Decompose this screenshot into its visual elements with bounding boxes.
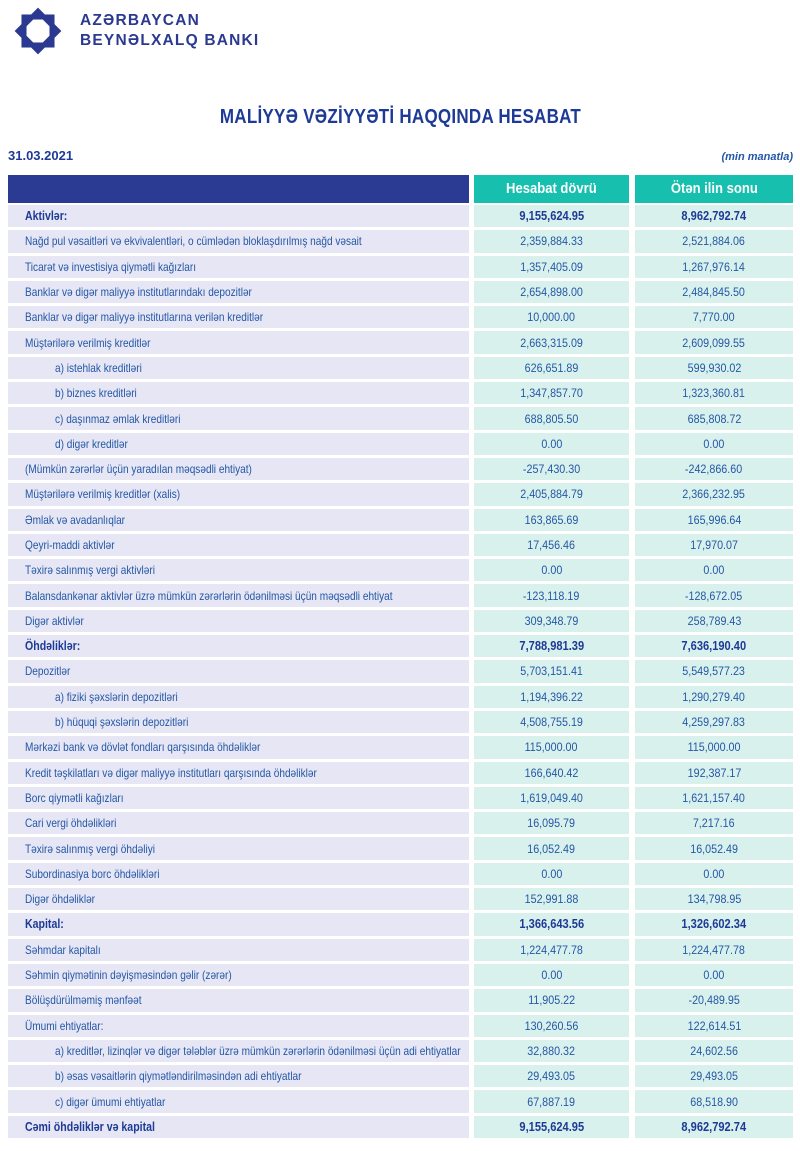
row-label: Digər aktivlər: [25, 613, 84, 628]
row-label-cell: [8, 964, 469, 986]
row-value-current-cell: [474, 989, 629, 1011]
row-value-previous: 16,052.49: [690, 841, 738, 856]
row-value-previous-cell: [635, 534, 793, 556]
row-value-current-cell: [474, 382, 629, 404]
row-value-current-cell: [474, 762, 629, 784]
row-label-cell: [8, 1065, 469, 1087]
row-value-current-cell: [474, 1090, 629, 1112]
table-row: [8, 483, 793, 505]
table-row: [8, 736, 793, 758]
row-value-current-cell: [474, 509, 629, 531]
row-value-current-cell: [474, 1015, 629, 1037]
row-label-cell: [8, 331, 469, 353]
row-label-cell: [8, 256, 469, 278]
row-label: Borc qiymətli kağızları: [25, 790, 124, 805]
row-value-current-cell: [474, 837, 629, 859]
row-label: Qeyri-maddi aktivlər: [25, 538, 115, 552]
row-value-current: 0.00: [541, 436, 562, 451]
row-label-cell: [8, 686, 469, 708]
row-value-previous: 258,789.43: [687, 613, 741, 628]
row-label-cell: [8, 458, 469, 480]
row-label: Cəmi öhdəliklər və kapital: [25, 1119, 155, 1134]
row-value-current-cell: [474, 357, 629, 379]
bank-name: [80, 11, 259, 51]
row-value-previous-cell: [635, 559, 793, 581]
row-label-cell: [8, 306, 469, 328]
bank-logo-icon: [10, 3, 66, 59]
row-label-cell: [8, 610, 469, 632]
row-label: Əmlak və avadanlıqlar: [25, 512, 126, 527]
row-value-previous-cell: [635, 913, 793, 935]
row-value-previous-cell: [635, 863, 793, 885]
table-row: [8, 357, 793, 379]
row-value-previous-cell: [635, 1090, 793, 1112]
table-row: [8, 787, 793, 809]
row-label-cell: [8, 913, 469, 935]
row-value-previous-cell: [635, 989, 793, 1011]
row-label: Nağd pul vəsaitləri və ekvivalentləri, o cümlədən bloklaşdırılmış nağd vəsait: [25, 234, 362, 249]
row-value-previous-cell: [635, 660, 793, 682]
row-value-previous-cell: [635, 837, 793, 859]
row-value-current: 309,348.79: [524, 613, 579, 628]
table-body: [8, 205, 793, 1138]
row-label: b) əsas vəsaitlərin qiymətləndirilməsindən adi ehtiyatlar: [55, 1069, 302, 1084]
row-value-previous-cell: [635, 483, 793, 505]
row-value-current: 626,651.89: [524, 360, 579, 375]
row-value-previous-cell: [635, 787, 793, 809]
row-value-previous-cell: [635, 331, 793, 353]
row-value-previous: 2,521,884.06: [682, 234, 746, 249]
row-label: Təxirə salınmış vergi öhdəliyi: [25, 841, 155, 856]
table-row: [8, 837, 793, 859]
row-value-previous-cell: [635, 509, 793, 531]
table-row: [8, 812, 793, 834]
row-label-cell: [8, 1015, 469, 1037]
row-label: Cari vergi öhdəlikləri: [25, 816, 117, 831]
row-value-current-cell: [474, 584, 629, 606]
row-value-current-cell: [474, 534, 629, 556]
row-label: Digər öhdəliklər: [25, 892, 96, 907]
row-value-current: 1,619,049.40: [520, 790, 583, 805]
row-label-cell: [8, 483, 469, 505]
row-label: a) istehlak kreditləri: [55, 360, 142, 375]
row-label: Mərkəzi bank və dövlət fondları qarşısında öhdəliklər: [25, 740, 261, 755]
table-row: [8, 863, 793, 885]
row-value-current-cell: [474, 331, 629, 353]
row-value-previous-cell: [635, 762, 793, 784]
row-value-current-cell: [474, 559, 629, 581]
table-row: [8, 711, 793, 733]
row-value-previous-cell: [635, 382, 793, 404]
row-value-current: 67,887.19: [527, 1094, 576, 1109]
row-label: a) kreditlər, lizinqlər və digər tələblər üzrə mümkün zərərlərin ödənilməsi üçün adi ehtiyatlar: [55, 1043, 461, 1058]
report-meta: [8, 148, 793, 163]
row-value-current-cell: [474, 306, 629, 328]
row-value-current-cell: [474, 1116, 629, 1138]
row-value-previous: 122,614.51: [687, 1018, 741, 1033]
row-value-previous-cell: [635, 230, 793, 252]
row-value-current-cell: [474, 913, 629, 935]
row-value-current-cell: [474, 458, 629, 480]
row-value-current: 166,640.42: [524, 765, 579, 780]
row-label: b) biznes kreditləri: [55, 386, 137, 401]
row-value-current: 10,000.00: [527, 310, 576, 325]
row-value-previous-cell: [635, 635, 793, 657]
row-value-previous: 7,770.00: [693, 310, 735, 325]
row-value-previous: 17,970.07: [690, 538, 738, 552]
table-row: [8, 939, 793, 961]
row-value-current: 163,865.69: [524, 512, 579, 527]
row-value-current: 2,654,898.00: [520, 285, 583, 300]
table-row: [8, 230, 793, 252]
row-value-current-cell: [474, 888, 629, 910]
row-value-current-cell: [474, 812, 629, 834]
row-value-current-cell: [474, 433, 629, 455]
row-label: Balansdankənar aktivlər üzrə mümkün zərərlərin ödənilməsi üçün məqsədli ehtiyat: [25, 588, 393, 603]
unit-note: (min manatla): [721, 151, 793, 163]
row-label-cell: [8, 433, 469, 455]
row-value-previous-cell: [635, 711, 793, 733]
row-value-previous-cell: [635, 686, 793, 708]
table-row: [8, 281, 793, 303]
row-label: Kapital:: [25, 917, 64, 932]
row-label-cell: [8, 736, 469, 758]
row-value-previous: -128,672.05: [685, 588, 743, 603]
row-value-current-cell: [474, 635, 629, 657]
row-label-cell: [8, 407, 469, 429]
row-value-current-cell: [474, 711, 629, 733]
row-value-current: 130,260.56: [524, 1018, 579, 1033]
row-value-current: 115,000.00: [525, 740, 578, 755]
row-label: Subordinasiya borc öhdəlikləri: [25, 866, 160, 881]
row-value-current: 152,991.88: [524, 892, 579, 907]
row-value-previous: -242,866.60: [685, 462, 743, 477]
row-value-previous-cell: [635, 306, 793, 328]
row-value-current: -257,430.30: [522, 462, 581, 477]
row-value-current: 16,095.79: [527, 816, 576, 831]
row-label-cell: [8, 660, 469, 682]
row-value-current: 2,405,884.79: [520, 487, 583, 502]
row-label-cell: [8, 939, 469, 961]
row-value-previous-cell: [635, 357, 793, 379]
row-value-previous: 134,798.95: [687, 892, 741, 907]
row-value-current-cell: [474, 939, 629, 961]
row-label: Öhdəliklər:: [25, 639, 81, 654]
table-row: [8, 331, 793, 353]
table-row: [8, 433, 793, 455]
row-value-previous-cell: [635, 888, 793, 910]
row-value-previous-cell: [635, 736, 793, 758]
row-value-previous: 2,366,232.95: [682, 487, 746, 502]
table-row: [8, 635, 793, 657]
row-value-current-cell: [474, 660, 629, 682]
row-label: (Mümkün zərərlər üçün yaradılan məqsədli ehtiyat): [25, 462, 252, 477]
bank-brand: [10, 3, 259, 59]
row-label-cell: [8, 205, 469, 227]
row-label: Ticarət və investisiya qiymətli kağızları: [25, 259, 197, 274]
row-value-current: 688,805.50: [524, 411, 579, 426]
row-label-cell: [8, 787, 469, 809]
bank-name-line1: AZƏRBAYCAN: [80, 12, 200, 29]
row-value-previous-cell: [635, 584, 793, 606]
row-value-previous: 1,326,602.34: [681, 917, 747, 932]
row-value-previous: 115,000.00: [687, 740, 741, 755]
row-value-previous-cell: [635, 964, 793, 986]
row-value-previous: 1,323,360.81: [682, 386, 746, 401]
row-value-previous: 0.00: [703, 866, 725, 881]
row-value-current-cell: [474, 407, 629, 429]
table-header: [8, 175, 793, 203]
column-header-previous-label: Ötən ilin sonu: [670, 181, 758, 197]
table-row: [8, 964, 793, 986]
row-value-previous: 0.00: [703, 968, 725, 983]
row-value-current-cell: [474, 230, 629, 252]
row-value-previous: 1,224,477.78: [682, 942, 746, 957]
row-value-current: 1,194,396.22: [520, 689, 583, 704]
table-row: [8, 762, 793, 784]
row-value-previous: -20,489.95: [688, 993, 740, 1008]
row-value-previous: 29,493.05: [690, 1069, 738, 1084]
row-label-cell: [8, 635, 469, 657]
row-value-current: 9,155,624.95: [519, 209, 584, 224]
table-row: [8, 1090, 793, 1112]
row-label: Təxirə salınmış vergi aktivləri: [25, 563, 155, 578]
row-label: b) hüquqi şəxslərin depozitləri: [55, 715, 189, 730]
row-label: Səhmin qiymətinin dəyişməsindən gəlir (zərər): [25, 968, 232, 983]
row-label: c) daşınmaz əmlak kreditləri: [55, 411, 181, 426]
table-row: [8, 1015, 793, 1037]
row-value-previous-cell: [635, 1015, 793, 1037]
row-value-previous: 5,549,577.23: [682, 664, 746, 679]
row-value-current-cell: [474, 281, 629, 303]
row-value-current: 16,052.49: [527, 841, 576, 856]
row-value-current: 29,493.05: [527, 1069, 576, 1084]
row-label: a) fiziki şəxslərin depozitləri: [55, 689, 178, 704]
table-row: [8, 660, 793, 682]
row-label-cell: [8, 1090, 469, 1112]
row-label-cell: [8, 534, 469, 556]
row-label-cell: [8, 762, 469, 784]
row-value-current: -123,118.19: [523, 588, 580, 603]
row-value-current-cell: [474, 1040, 629, 1062]
table-row: [8, 610, 793, 632]
row-label: Ümumi ehtiyatlar:: [25, 1018, 104, 1033]
row-value-previous: 2,484,845.50: [682, 285, 746, 300]
row-value-previous-cell: [635, 205, 793, 227]
row-value-current: 17,456.46: [527, 538, 576, 552]
table-row: [8, 534, 793, 556]
table-row: [8, 458, 793, 480]
table-row: [8, 1116, 793, 1138]
table-row: [8, 306, 793, 328]
row-value-previous-cell: [635, 1040, 793, 1062]
row-value-current: 1,357,405.09: [520, 259, 583, 274]
row-value-previous: 192,387.17: [687, 765, 741, 780]
row-value-current: 1,224,477.78: [520, 942, 583, 957]
row-value-current-cell: [474, 736, 629, 758]
row-value-previous: 1,267,976.14: [682, 259, 746, 274]
table-row: [8, 1040, 793, 1062]
row-label-cell: [8, 584, 469, 606]
row-label: Banklar və digər maliyyə institutlarına verilən kreditlər: [25, 310, 264, 325]
row-value-previous: 2,609,099.55: [682, 335, 746, 350]
row-label: Kredit təşkilatları və digər maliyyə institutları qarşısında öhdəliklər: [25, 765, 317, 780]
row-value-previous: 7,217.16: [693, 816, 735, 831]
row-label-cell: [8, 863, 469, 885]
row-label: c) digər ümumi ehtiyatlar: [55, 1094, 166, 1109]
row-label-cell: [8, 812, 469, 834]
row-label-cell: [8, 837, 469, 859]
row-label-cell: [8, 281, 469, 303]
row-value-current-cell: [474, 1065, 629, 1087]
bank-name-line2: BEYNƏLXALQ BANKI: [80, 32, 260, 49]
row-value-current: 2,359,884.33: [520, 234, 583, 249]
row-value-current-cell: [474, 256, 629, 278]
row-label-cell: [8, 711, 469, 733]
table-row: [8, 256, 793, 278]
row-value-previous: 1,290,279.40: [682, 689, 746, 704]
row-label-cell: [8, 230, 469, 252]
row-value-previous: 8,962,792.74: [681, 1119, 747, 1134]
row-value-current: 7,788,981.39: [519, 639, 584, 654]
row-value-current: 0.00: [541, 968, 562, 983]
row-value-current: 0.00: [541, 563, 562, 578]
row-value-previous-cell: [635, 458, 793, 480]
table-row: [8, 1065, 793, 1087]
table-row: [8, 382, 793, 404]
report-title: MALİYYƏ VƏZİYYƏTİ HAQQINDA HESABAT: [219, 106, 581, 128]
row-value-previous-cell: [635, 256, 793, 278]
row-value-previous-cell: [635, 1116, 793, 1138]
row-value-current: 2,663,315.09: [520, 335, 583, 350]
table-row: [8, 559, 793, 581]
row-value-current: 1,347,857.70: [520, 386, 583, 401]
row-value-current: 5,703,151.41: [520, 664, 583, 679]
row-value-previous: 8,962,792.74: [681, 209, 747, 224]
table-row: [8, 205, 793, 227]
row-value-current-cell: [474, 610, 629, 632]
financial-position-table: [8, 175, 793, 1141]
table-row: [8, 686, 793, 708]
row-label-cell: [8, 1040, 469, 1062]
row-label: Bölüşdürülməmiş mənfəət: [25, 993, 142, 1008]
row-value-previous: 1,621,157.40: [682, 790, 746, 805]
table-row: [8, 509, 793, 531]
row-value-previous-cell: [635, 407, 793, 429]
row-label: Aktivlər:: [25, 209, 68, 224]
row-value-previous: 68,518.90: [690, 1094, 738, 1109]
column-header-previous: [635, 175, 793, 203]
row-value-previous-cell: [635, 812, 793, 834]
row-label-cell: [8, 357, 469, 379]
row-value-current: 1,366,643.56: [519, 917, 584, 932]
row-value-previous: 165,996.64: [687, 512, 741, 527]
table-row: [8, 913, 793, 935]
row-value-current-cell: [474, 964, 629, 986]
row-label-cell: [8, 509, 469, 531]
row-value-previous: 685,808.72: [687, 411, 741, 426]
row-value-current-cell: [474, 483, 629, 505]
table-row: [8, 989, 793, 1011]
row-value-current-cell: [474, 863, 629, 885]
row-value-previous: 7,636,190.40: [681, 639, 747, 654]
row-value-previous: 4,259,297.83: [682, 715, 746, 730]
row-label: Banklar və digər maliyyə institutlarındakı depozitlər: [25, 285, 252, 300]
row-label-cell: [8, 1116, 469, 1138]
row-value-previous-cell: [635, 939, 793, 961]
row-value-previous: 24,602.56: [690, 1043, 738, 1058]
row-value-previous-cell: [635, 281, 793, 303]
row-value-current-cell: [474, 205, 629, 227]
row-value-previous-cell: [635, 1065, 793, 1087]
row-label-cell: [8, 888, 469, 910]
report-date: 31.03.2021: [8, 148, 74, 163]
row-value-current: 0.00: [541, 866, 562, 881]
row-value-previous-cell: [635, 433, 793, 455]
row-label-cell: [8, 382, 469, 404]
row-value-current: 4,508,755.19: [520, 715, 583, 730]
row-label: Depozitlər: [25, 664, 71, 679]
row-value-previous-cell: [635, 610, 793, 632]
report-title-wrap: [0, 106, 800, 129]
row-value-previous: 599,930.02: [687, 360, 741, 375]
row-label-cell: [8, 559, 469, 581]
row-value-current: 11,905.22: [528, 993, 575, 1008]
column-header-current: [474, 175, 629, 203]
row-value-current-cell: [474, 686, 629, 708]
row-label: Müştərilərə verilmiş kreditlər: [25, 335, 151, 350]
row-value-previous: 0.00: [703, 563, 725, 578]
column-header-empty: [8, 175, 469, 203]
table-row: [8, 584, 793, 606]
column-header-current-label: Hesabat dövrü: [506, 181, 597, 197]
table-row: [8, 407, 793, 429]
row-label: Müştərilərə verilmiş kreditlər (xalis): [25, 487, 181, 502]
row-value-previous: 0.00: [703, 436, 725, 451]
row-value-current: 32,880.32: [527, 1043, 576, 1058]
table-row: [8, 888, 793, 910]
row-label: d) digər kreditlər: [55, 436, 128, 451]
row-label-cell: [8, 989, 469, 1011]
row-label: Səhmdar kapitalı: [25, 942, 101, 957]
row-value-current-cell: [474, 787, 629, 809]
row-value-current: 9,155,624.95: [519, 1119, 584, 1134]
